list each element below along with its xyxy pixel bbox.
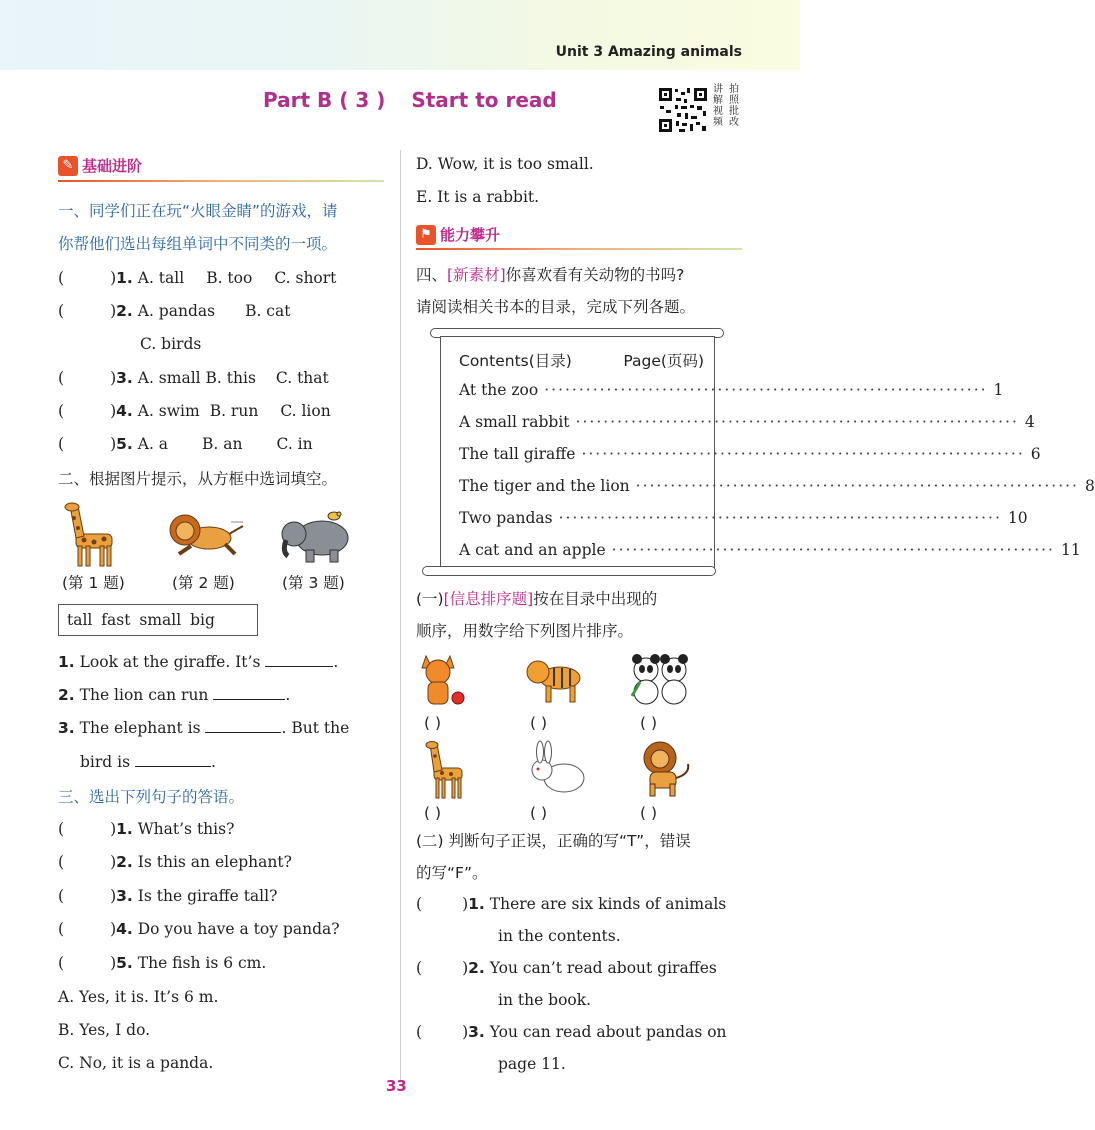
q2-instruction: 二、根据图片提示，从方框中选词填空。 [58,470,338,488]
entry-title: Two pandas [459,509,553,527]
qr-code-icon[interactable] [657,86,709,134]
q2-item [58,684,290,706]
answer-blank[interactable] [213,684,285,700]
flag-icon: ⚑ [416,225,436,245]
page-number: 33 [386,1077,407,1095]
contents-entry: The tall giraffe ································································ 6 [459,445,1041,463]
p1-text: 按在目录中出现的 [533,590,658,608]
p1-tag: [信息排序题] [443,590,534,608]
giraffe-image [62,500,126,570]
item-text: Is this an elephant? [137,853,292,871]
item-text: The fish is 6 cm. [137,954,267,972]
contents-entry: A small rabbit ································································ 4 [459,413,1035,431]
entry-title: At the zoo [459,381,539,399]
contents-entry: Two pandas ································································ 10 [459,509,1028,527]
item-number: 2. [58,686,75,704]
q3-item: ( )1. What’s this? [58,820,235,838]
contents-label: Contents(目录) [459,352,572,370]
qr-char: 照 [729,95,739,106]
answer-blank[interactable] [265,651,333,667]
qr-char: 解 [713,95,723,106]
item-number: 5. [116,435,133,453]
elephant-image [278,506,358,564]
q1-item: ( )3. A. small B. this C. that [58,369,329,387]
tiger-image [524,656,586,704]
entry-title: The tiger and the lion [459,477,630,495]
q2-caption: (第 3 题) [282,574,345,592]
option: A. a [137,435,169,453]
item-text: There are six kinds of animals [489,895,727,913]
entry-page: 4 [1024,413,1035,431]
p1-instruction: 顺序，用数字给下列图片排序。 [416,622,634,640]
option: B. an [202,435,243,453]
option: C. birds [140,335,202,353]
item-number: 1. [468,895,485,913]
item-text: . But the [281,719,350,737]
item-number: 1. [116,269,133,287]
q2-item [58,651,338,673]
option: A. swim [137,402,200,420]
p2-instruction: 的写“F”。 [416,864,488,882]
item-number: 3. [468,1023,485,1041]
q3-option: A. Yes, it is. It’s 6 m. [58,988,219,1006]
order-blank[interactable]: ( ) [640,804,658,822]
q4-tag: [新素材] [447,266,506,284]
q3-option: E. It is a rabbit. [416,188,540,206]
item-number: 5. [116,954,133,972]
option: C. short [274,269,337,287]
q1-item: ( )5. A. a B. an C. in [58,435,313,453]
option: B. this [205,369,256,387]
qr-char: 频 [713,117,723,128]
q2-item [80,751,216,773]
section-rule [416,248,742,250]
item-text: You can read about pandas on [489,1023,727,1041]
item-number: 4. [116,920,133,938]
option: C. that [275,369,329,387]
unit-label: Unit 3 Amazing animals [555,44,742,60]
q1-instruction: 你帮他们选出每组单词中不同类的一项。 [58,235,338,253]
item-number: 2. [116,853,133,871]
q4-instruction: 请阅读相关书本的目录，完成下列各题。 [416,298,696,316]
item-text: Look at the giraffe. It’s [79,653,261,671]
order-blank[interactable]: ( ) [424,714,442,732]
item-text: Is the giraffe tall? [137,887,278,905]
q2-caption: (第 1 题) [62,574,125,592]
option: A. small [137,369,201,387]
item-text: . [333,653,339,671]
p1-number: (一) [416,590,444,608]
part-subtitle: Start to read [411,88,557,112]
option: C. lion [280,402,331,420]
q3-item: ( )2. Is this an elephant? [58,853,292,871]
order-blank[interactable]: ( ) [640,714,658,732]
tf-item: ( )1. There are six kinds of animals [416,895,727,913]
q3-item: ( )5. The fish is 6 cm. [58,954,267,972]
order-blank[interactable]: ( ) [424,804,442,822]
q3-option: B. Yes, I do. [58,1021,151,1039]
section-heading-basic [58,155,142,176]
qr-char: 批 [729,106,739,117]
item-text: . [285,686,291,704]
item-number: 4. [116,402,133,420]
item-text: Do you have a toy panda? [137,920,340,938]
item-number: 1. [116,820,133,838]
lion-image [636,738,696,798]
section-label: 能力攀升 [440,226,501,244]
item-text: bird is [80,753,131,771]
section-heading-advanced [416,224,500,245]
item-text: . [211,753,216,771]
item-text: You can’t read about giraffes [489,959,717,977]
q4-number: 四、 [416,266,448,284]
item-number: 3. [116,369,133,387]
page-title [263,88,557,112]
contents-box [440,336,1095,570]
contents-entry: The tiger and the lion ································································ 8 [459,477,1095,495]
q4-instruction [416,264,684,286]
entry-page: 11 [1060,541,1081,559]
qr-char: 讲 [713,84,723,95]
option: A. pandas [137,302,216,320]
item-text: in the book. [498,991,592,1009]
entry-title: A cat and an apple [459,541,606,559]
q2-caption: (第 2 题) [172,574,235,592]
entry-page: 6 [1030,445,1041,463]
q1-instruction: 一、同学们正在玩“火眼金睛”的游戏，请 [58,202,338,220]
entry-title: A small rabbit [459,413,570,431]
contents-header [459,349,704,371]
lion-image [165,508,245,560]
option: B. too [206,269,253,287]
answer-blank[interactable] [205,717,281,733]
answer-blank[interactable] [135,751,211,767]
q3-option: C. No, it is a panda. [58,1054,214,1072]
item-number: 2. [116,302,133,320]
entry-page: 8 [1084,477,1095,495]
scroll-roll-bottom [422,566,716,576]
option: C. in [276,435,313,453]
qr-char: 改 [729,117,739,128]
order-blank[interactable]: ( ) [530,804,548,822]
contents-entry: At the zoo ································································ 1 [459,381,1004,399]
entry-page: 1 [993,381,1004,399]
q2-item [58,717,349,739]
q1-item: ( )4. A. swim B. run C. lion [58,402,331,420]
p2-instruction: (二) 判断句子正误，正确的写“T”，错误 [416,832,691,850]
option: B. run [209,402,259,420]
item-number: 2. [468,959,485,977]
section-label: 基础进阶 [82,157,143,175]
p1-instruction [416,588,657,610]
pen-icon: ✎ [58,156,78,176]
item-text: page 11. [498,1055,566,1073]
entry-title: The tall giraffe [459,445,576,463]
q1-item: ( )2. A. pandas B. cat [58,302,291,320]
giraffe-image [424,740,468,800]
qr-char: 拍 [729,84,739,95]
item-number: 3. [58,719,75,737]
word-bank-box: tall fast small big [58,604,258,636]
page-label: Page(页码) [623,352,704,370]
column-divider [400,150,401,1080]
q3-option: D. Wow, it is too small. [416,155,594,173]
q3-item: ( )3. Is the giraffe tall? [58,887,278,905]
section-rule [58,180,384,182]
q3-item: ( )4. Do you have a toy panda? [58,920,340,938]
qr-char: 视 [713,106,723,117]
item-number: 3. [116,887,133,905]
rabbit-image [526,742,590,796]
tf-item: ( )3. You can read about pandas on [416,1023,727,1041]
part-title: Part B ( 3 ) [263,88,386,112]
q4-text: 你喜欢看有关动物的书吗? [505,266,685,284]
item-number: 1. [58,653,75,671]
item-text: in the contents. [498,927,621,945]
order-blank[interactable]: ( ) [530,714,548,732]
item-text: The elephant is [79,719,201,737]
q1-item: ( )1. A. tall B. too C. short [58,269,337,287]
pandas-image [628,652,694,706]
qr-caption [713,84,745,128]
item-text: The lion can run [79,686,209,704]
option: B. cat [245,302,291,320]
option: A. tall [137,269,185,287]
contents-entry: A cat and an apple ································································ 11 [459,541,1081,559]
item-text: What’s this? [137,820,235,838]
cat-with-apple-image [420,652,464,708]
q3-instruction: 三、选出下列句子的答语。 [58,788,245,806]
tf-item: ( )2. You can’t read about giraffes [416,959,717,977]
entry-page: 10 [1007,509,1028,527]
